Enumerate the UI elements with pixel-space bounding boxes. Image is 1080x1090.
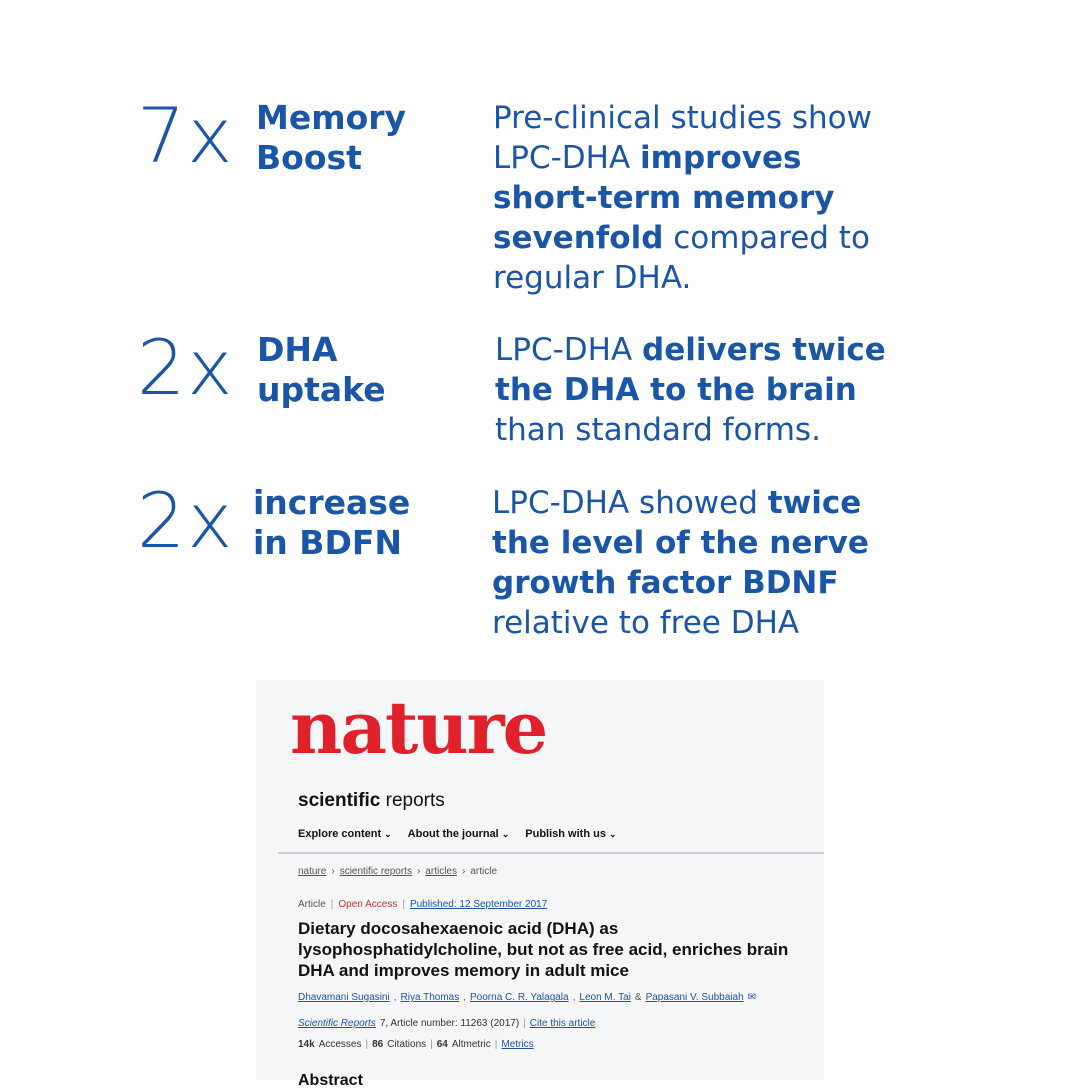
article-stats <box>298 1039 534 1050</box>
desc-bold: twice the level of the nerve growth factor BDNF <box>492 485 869 601</box>
journal-name[interactable]: Scientific Reports <box>298 1018 376 1029</box>
stat-label <box>256 98 456 178</box>
nav-divider <box>278 852 824 854</box>
nav-label: Explore content <box>298 828 382 840</box>
nature-logo: nature <box>290 685 547 770</box>
section-bold: scientific <box>298 790 381 811</box>
stat-multiplier: 2x <box>137 323 235 412</box>
desc-bold: improves short-term memory sevenfold <box>493 140 835 256</box>
abstract-heading: Abstract <box>298 1072 363 1089</box>
accesses-label: Accesses <box>318 1039 362 1050</box>
stat-multiplier: 7x <box>137 91 235 180</box>
stat-label <box>257 330 457 410</box>
author-separator: & <box>634 992 642 1003</box>
stat-description <box>492 483 892 643</box>
journal-nav <box>298 828 616 840</box>
article-screenshot <box>256 680 824 1089</box>
metrics-link[interactable]: Metrics <box>501 1039 534 1050</box>
desc-bold: delivers twice the DHA to the brain <box>495 332 886 408</box>
separator: | <box>402 899 405 910</box>
published-date[interactable]: Published: 12 September 2017 <box>409 899 548 910</box>
separator: | <box>494 1039 498 1050</box>
article-type: Article <box>298 899 326 910</box>
separator: | <box>430 1039 433 1050</box>
nav-about-journal[interactable] <box>408 828 510 840</box>
desc-post: than standard forms. <box>495 412 821 448</box>
desc-post: relative to free DHA <box>492 605 800 641</box>
mail-icon[interactable]: ✉ <box>747 992 757 1003</box>
stat-label-line1: Memory <box>256 98 407 137</box>
breadcrumb <box>298 866 497 877</box>
stat-label-line1: increase <box>253 483 411 522</box>
cite-link[interactable]: Cite this article <box>529 1018 596 1029</box>
chevron-down-icon: ⌄ <box>608 829 617 839</box>
nav-label: Publish with us <box>525 828 606 840</box>
stat-label-line2: uptake <box>257 370 386 409</box>
desc-post: compared to regular DHA. <box>493 220 870 296</box>
nav-explore-content[interactable] <box>298 828 392 840</box>
stat-label-line2: Boost <box>256 138 362 177</box>
citations-label: Citations <box>387 1039 427 1050</box>
stat-description <box>493 98 893 298</box>
stat-description <box>495 330 895 450</box>
separator: | <box>365 1039 369 1050</box>
chevron-down-icon: ⌄ <box>501 829 510 839</box>
article-title: Dietary docosahexaenoic acid (DHA) as lysophosphatidylcholine, but not as free acid, enriches brain DHA and improves memory in adult mice <box>298 919 789 980</box>
journal-details: 7, Article number: 11263 (2017) <box>379 1018 520 1029</box>
altmetric-label: Altmetric <box>451 1039 491 1050</box>
chevron-down-icon: ⌄ <box>384 829 392 839</box>
stat-multiplier: 2x <box>137 476 235 565</box>
breadcrumb-articles[interactable]: articles <box>425 866 457 877</box>
altmetric-count: 64 <box>436 1039 448 1050</box>
breadcrumb-nature[interactable]: nature <box>298 866 327 877</box>
author-link[interactable]: Riya Thomas <box>400 992 460 1003</box>
author-separator: , <box>463 992 467 1003</box>
stat-label <box>253 483 453 563</box>
citations-count: 86 <box>372 1039 384 1050</box>
author-separator: , <box>572 992 576 1003</box>
author-link[interactable]: Dhavamani Sugasini <box>298 992 390 1003</box>
stat-label-line2: in BDFN <box>253 523 402 562</box>
open-access-badge: Open Access <box>338 899 398 910</box>
separator: | <box>523 1018 526 1029</box>
author-separator: , <box>393 992 397 1003</box>
author-link[interactable]: Leon M. Tai <box>579 992 631 1003</box>
nav-publish-with-us[interactable] <box>525 828 616 840</box>
author-link[interactable]: Papasani V. Subbaiah <box>645 992 744 1003</box>
separator: | <box>330 899 334 910</box>
section-rest: reports <box>380 790 445 811</box>
desc-pre: LPC-DHA <box>495 332 643 368</box>
desc-pre: LPC-DHA showed <box>492 485 768 521</box>
journal-section-title <box>298 790 445 812</box>
breadcrumb-separator: › <box>461 866 466 877</box>
article-meta <box>298 899 547 910</box>
author-link[interactable]: Poorna C. R. Yalagala <box>470 992 569 1003</box>
breadcrumb-separator: › <box>331 866 335 877</box>
author-list <box>298 992 756 1003</box>
breadcrumb-article: article <box>470 866 498 877</box>
breadcrumb-scientific-reports[interactable]: scientific reports <box>339 866 412 877</box>
journal-info <box>298 1018 595 1029</box>
breadcrumb-separator: › <box>416 866 421 877</box>
accesses-count: 14k <box>298 1039 315 1050</box>
nav-label: About the journal <box>407 828 499 840</box>
desc-pre: Pre-clinical studies show LPC-DHA <box>493 100 872 176</box>
stat-label-line1: DHA <box>257 330 338 369</box>
